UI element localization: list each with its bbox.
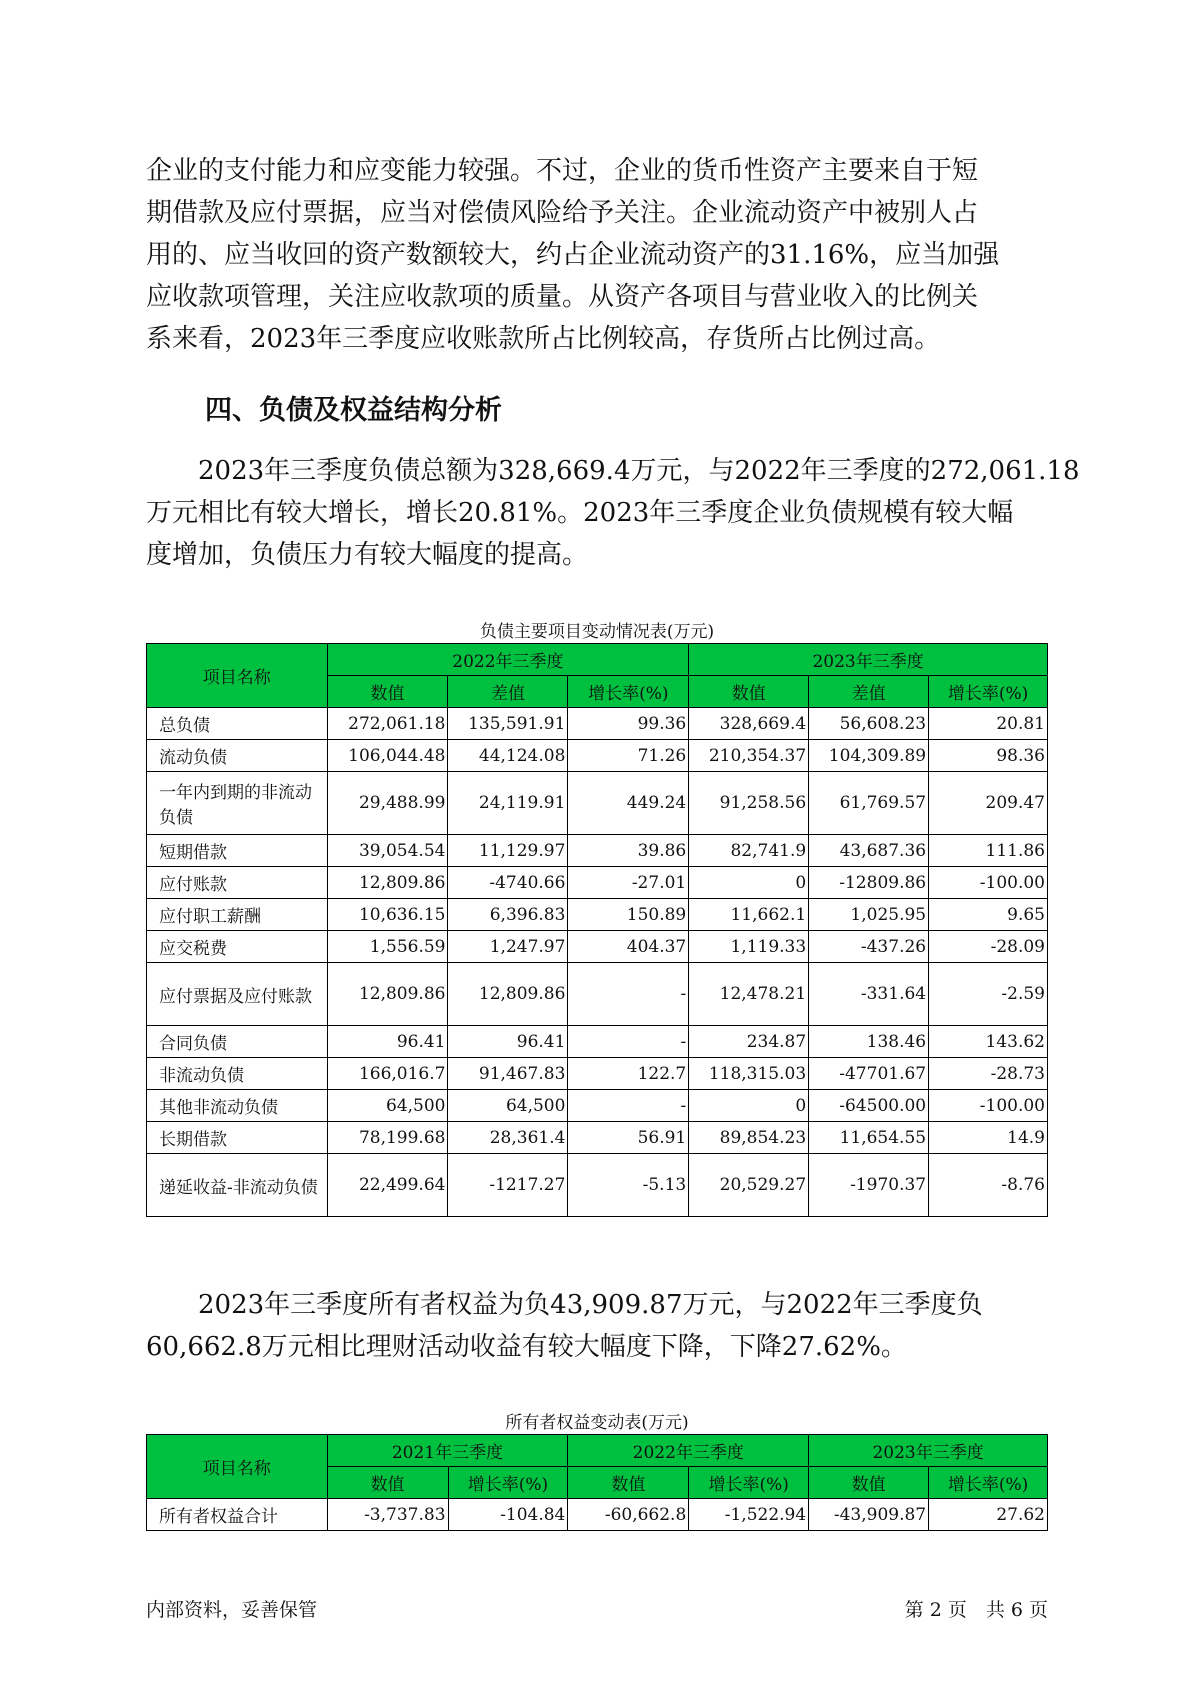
table-cell: 1,119.33 (689, 931, 809, 963)
liability-table (146, 643, 1048, 1217)
table-cell: 1,556.59 (327, 931, 448, 963)
table-row (147, 835, 1048, 867)
sub-header: 数值 (327, 1467, 448, 1499)
table-cell: -104.84 (448, 1499, 568, 1531)
table-cell: 11,662.1 (689, 899, 809, 931)
sub-header: 差值 (809, 676, 929, 708)
table-cell: 22,499.64 (327, 1154, 448, 1217)
table-cell: 64,500 (327, 1090, 448, 1122)
table-cell: 328,669.4 (689, 708, 809, 740)
row-name: 应付票据及应付账款 (147, 963, 328, 1026)
table-cell: 12,809.86 (327, 867, 448, 899)
footer-right: 第 2 页 共 6 页 (904, 1599, 1048, 1621)
table-row (147, 1154, 1048, 1217)
sub-header: 数值 (689, 676, 809, 708)
table-cell: 39.86 (568, 835, 689, 867)
table-cell: 96.41 (327, 1026, 448, 1058)
table-cell: 12,478.21 (689, 963, 809, 1026)
table-row (147, 867, 1048, 899)
footer-left: 内部资料，妥善保管 (146, 1599, 318, 1621)
row-name: 短期借款 (147, 835, 328, 867)
table-cell: -1970.37 (809, 1154, 929, 1217)
liability-table-caption: 负债主要项目变动情况表(万元) (479, 622, 715, 642)
table-cell: 106,044.48 (327, 740, 448, 772)
table-cell: 43,687.36 (809, 835, 929, 867)
table-cell: 82,741.9 (689, 835, 809, 867)
table-cell: -47701.67 (809, 1058, 929, 1090)
table-cell: - (568, 963, 689, 1026)
table-cell: -27.01 (568, 867, 689, 899)
table-cell: -100.00 (929, 1090, 1048, 1122)
text-line: 2023年三季度所有者权益为负43,909.87万元，与2022年三季度负 (146, 1290, 983, 1320)
table-row (147, 963, 1048, 1026)
table-cell: -4740.66 (448, 867, 568, 899)
table-cell: 98.36 (929, 740, 1048, 772)
period-header: 2022年三季度 (327, 644, 689, 676)
table-cell: 118,315.03 (689, 1058, 809, 1090)
name-header: 项目名称 (147, 1435, 328, 1499)
table-row (147, 1499, 1048, 1531)
row-name: 流动负债 (147, 740, 328, 772)
sub-header: 增长率(%) (929, 676, 1048, 708)
row-name: 其他非流动负债 (147, 1090, 328, 1122)
table-cell: 234.87 (689, 1026, 809, 1058)
table-row (147, 1058, 1048, 1090)
table-cell: 56.91 (568, 1122, 689, 1154)
table-cell: 122.7 (568, 1058, 689, 1090)
table-cell: 39,054.54 (327, 835, 448, 867)
table-cell: 24,119.91 (448, 772, 568, 835)
table-cell: 138.46 (809, 1026, 929, 1058)
table-cell: 209.47 (929, 772, 1048, 835)
table-cell: -331.64 (809, 963, 929, 1026)
text-line: 万元相比有较大增长，增长20.81%。2023年三季度企业负债规模有较大幅 (146, 498, 1014, 528)
table-row (147, 931, 1048, 963)
table-cell: 11,654.55 (809, 1122, 929, 1154)
table-cell: 20,529.27 (689, 1154, 809, 1217)
table-cell: 1,247.97 (448, 931, 568, 963)
table-cell: -28.73 (929, 1058, 1048, 1090)
liability-paragraph (146, 450, 1080, 576)
table-cell: 11,129.97 (448, 835, 568, 867)
table-row (147, 708, 1048, 740)
sub-header: 增长率(%) (448, 1467, 568, 1499)
text-line: 60,662.8万元相比理财活动收益有较大幅度下降，下降27.62%。 (146, 1332, 907, 1362)
table-cell: -437.26 (809, 931, 929, 963)
table-cell: 150.89 (568, 899, 689, 931)
name-header: 项目名称 (147, 644, 328, 708)
table-row (147, 1122, 1048, 1154)
intro-paragraph (146, 150, 1046, 360)
row-name: 应付职工薪酬 (147, 899, 328, 931)
text-line: 企业的支付能力和应变能力较强。不过，企业的货币性资产主要来自于短 (146, 156, 979, 186)
row-name: 合同负债 (147, 1026, 328, 1058)
table-cell: 1,025.95 (809, 899, 929, 931)
period-header: 2023年三季度 (689, 644, 1048, 676)
table-cell: 0 (689, 1090, 809, 1122)
table-cell: 56,608.23 (809, 708, 929, 740)
table-cell: 91,467.83 (448, 1058, 568, 1090)
row-name: 应交税费 (147, 931, 328, 963)
table-cell: 166,016.7 (327, 1058, 448, 1090)
row-name: 应付账款 (147, 867, 328, 899)
table-cell: 14.9 (929, 1122, 1048, 1154)
table-cell: 44,124.08 (448, 740, 568, 772)
table-cell: 71.26 (568, 740, 689, 772)
sub-header: 增长率(%) (689, 1467, 809, 1499)
table-cell: 104,309.89 (809, 740, 929, 772)
text-line: 应收款项管理，关注应收款项的质量。从资产各项目与营业收入的比例关 (146, 282, 979, 312)
table-cell: -64500.00 (809, 1090, 929, 1122)
table-cell: -12809.86 (809, 867, 929, 899)
text-line: 2023年三季度负债总额为328,669.4万元，与2022年三季度的272,061.18 (146, 456, 1080, 486)
row-name: 长期借款 (147, 1122, 328, 1154)
section-heading: 四、负债及权益结构分析 (205, 395, 502, 426)
table-cell: 99.36 (568, 708, 689, 740)
table-row (147, 772, 1048, 835)
table-cell: 28,361.4 (448, 1122, 568, 1154)
table-cell: -2.59 (929, 963, 1048, 1026)
table-cell: -43,909.87 (809, 1499, 929, 1531)
table-cell: 96.41 (448, 1026, 568, 1058)
text-line: 系来看，2023年三季度应收账款所占比例较高，存货所占比例过高。 (146, 324, 941, 354)
table-cell: 404.37 (568, 931, 689, 963)
table-cell: - (568, 1026, 689, 1058)
table-cell: 64,500 (448, 1090, 568, 1122)
table-cell: - (568, 1090, 689, 1122)
table-cell: 29,488.99 (327, 772, 448, 835)
table-cell: 61,769.57 (809, 772, 929, 835)
period-header: 2023年三季度 (809, 1435, 1048, 1467)
row-name: 总负债 (147, 708, 328, 740)
table-cell: -60,662.8 (568, 1499, 689, 1531)
table-row (147, 1090, 1048, 1122)
sub-header: 数值 (327, 676, 448, 708)
table-cell: -3,737.83 (327, 1499, 448, 1531)
sub-header: 数值 (568, 1467, 689, 1499)
table-cell: 449.24 (568, 772, 689, 835)
table-cell: 10,636.15 (327, 899, 448, 931)
table-cell: 9.65 (929, 899, 1048, 931)
table-cell: -5.13 (568, 1154, 689, 1217)
row-name: 递延收益-非流动负债 (147, 1154, 328, 1217)
period-header: 2022年三季度 (568, 1435, 809, 1467)
equity-table-caption: 所有者权益变动表(万元) (505, 1413, 689, 1433)
table-cell: 143.62 (929, 1026, 1048, 1058)
table-row (147, 1026, 1048, 1058)
table-cell: 78,199.68 (327, 1122, 448, 1154)
table-cell: 272,061.18 (327, 708, 448, 740)
table-cell: 89,854.23 (689, 1122, 809, 1154)
text-line: 期借款及应付票据，应当对偿债风险给予关注。企业流动资产中被别人占 (146, 198, 979, 228)
sub-header: 增长率(%) (929, 1467, 1048, 1499)
sub-header: 数值 (809, 1467, 929, 1499)
table-row (147, 899, 1048, 931)
sub-header: 增长率(%) (568, 676, 689, 708)
row-name: 所有者权益合计 (147, 1499, 328, 1531)
text-line: 度增加，负债压力有较大幅度的提高。 (146, 540, 589, 570)
equity-table (146, 1434, 1048, 1531)
table-cell: -8.76 (929, 1154, 1048, 1217)
period-header: 2021年三季度 (327, 1435, 568, 1467)
table-cell: 135,591.91 (448, 708, 568, 740)
table-cell: 27.62 (929, 1499, 1048, 1531)
table-cell: 91,258.56 (689, 772, 809, 835)
row-name: 一年内到期的非流动负债 (147, 772, 328, 835)
equity-paragraph (146, 1284, 1046, 1368)
table-cell: 210,354.37 (689, 740, 809, 772)
table-cell: 6,396.83 (448, 899, 568, 931)
table-cell: -100.00 (929, 867, 1048, 899)
sub-header: 差值 (448, 676, 568, 708)
table-cell: 20.81 (929, 708, 1048, 740)
table-cell: 12,809.86 (327, 963, 448, 1026)
table-cell: 0 (689, 867, 809, 899)
table-cell: -28.09 (929, 931, 1048, 963)
table-cell: 111.86 (929, 835, 1048, 867)
table-row (147, 740, 1048, 772)
table-cell: -1,522.94 (689, 1499, 809, 1531)
table-cell: -1217.27 (448, 1154, 568, 1217)
table-cell: 12,809.86 (448, 963, 568, 1026)
text-line: 用的、应当收回的资产数额较大，约占企业流动资产的31.16%，应当加强 (146, 240, 1000, 270)
row-name: 非流动负债 (147, 1058, 328, 1090)
